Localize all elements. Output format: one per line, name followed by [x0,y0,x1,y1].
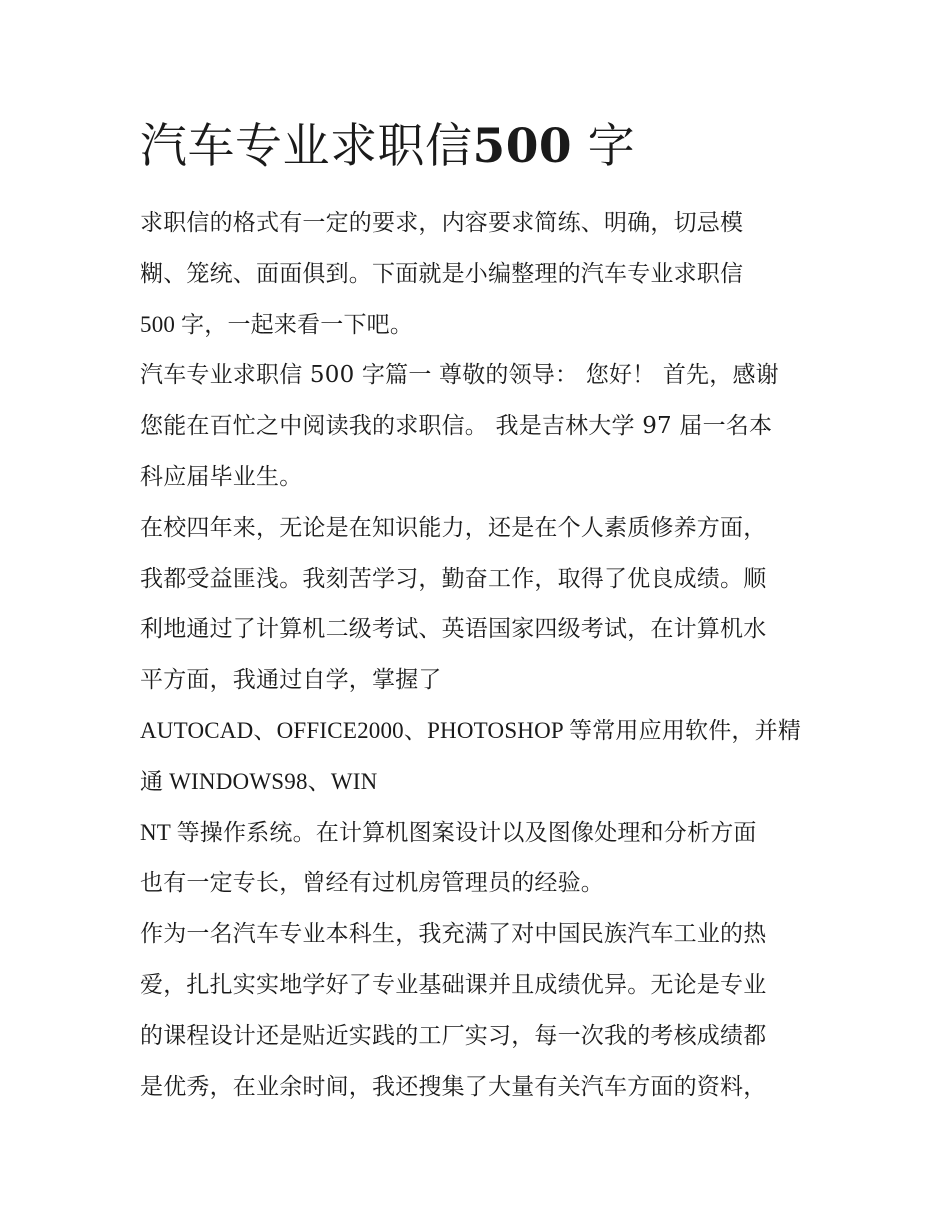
text-line: 500 字，一起来看一下吧。 [140,311,414,337]
text-line: 通 WINDOWS98、WIN [140,768,378,794]
text-line: 平方面，我通过自学，掌握了 [140,667,442,694]
text-line: 利地通过了计算机二级考试、英语国家四级考试，在计算机水 [140,616,767,643]
text-line: AUTOCAD、OFFICE2000、PHOTOSHOP 等常用应用软件，并精 [140,717,802,743]
text-line: 糊、笼统、面面俱到。下面就是小编整理的汽车专业求职信 [140,260,744,287]
text-line: NT 等操作系统。在计算机图案设计以及图像处理和分析方面 [140,819,757,845]
page-title [140,112,812,182]
document-body [140,198,812,1112]
title-suffix: 字 [587,119,636,174]
title-text: 汽车专业求职信 [140,119,473,174]
text-line: 求职信的格式有一定的要求，内容要求简练、明确，切忌模 [140,210,744,236]
document-page [140,112,812,1112]
text-line: 我都受益匪浅。我刻苦学习，勤奋工作，取得了优良成绩。顺 [140,565,767,592]
title-number: 500 [472,119,573,174]
text-line: 的课程设计还是贴近实践的工厂实习，每一次我的考核成绩都 [140,1022,767,1049]
text-line: 是优秀，在业余时间，我还搜集了大量有关汽车方面的资料， [140,1073,767,1100]
text-line: 爱，扎扎实实地学好了专业基础课并且成绩优异。无论是专业 [140,971,767,998]
text-line: 您能在百忙之中阅读我的求职信。 我是吉林大学 97 届一名本 [140,413,773,440]
text-line: 也有一定专长，曾经有过机房管理员的经验。 [140,870,604,897]
text-line: 科应届毕业生。 [140,463,303,490]
text-line: 在校四年来，无论是在知识能力，还是在个人素质修养方面， [140,514,767,541]
text-line: 作为一名汽车专业本科生，我充满了对中国民族汽车工业的热 [140,921,767,948]
text-line: 汽车专业求职信 500 字篇一 尊敬的领导： 您好！ 首先，感谢 [140,362,779,389]
